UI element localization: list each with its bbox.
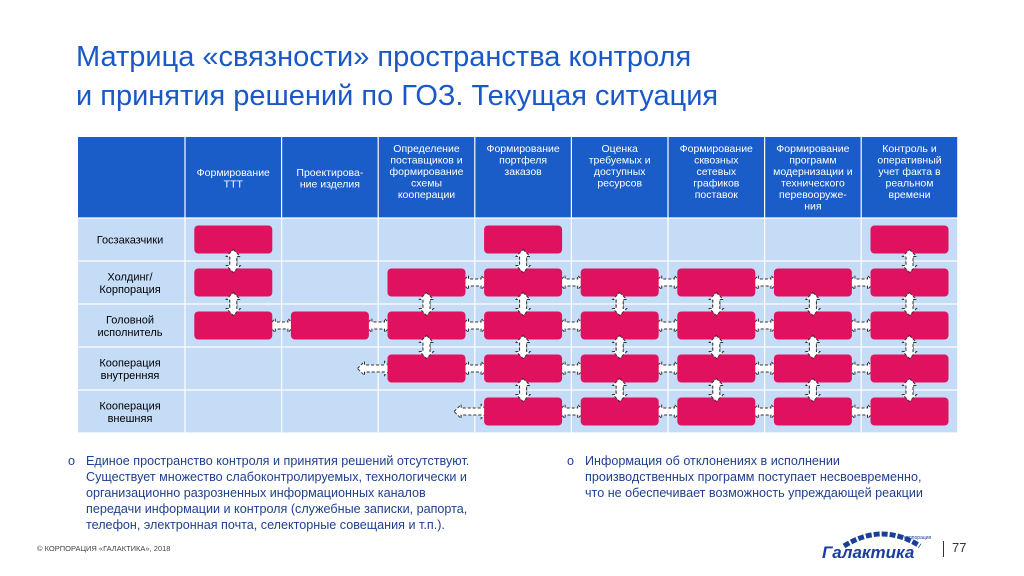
row-label [97, 235, 164, 247]
column-header-line: поставщиков и [390, 154, 463, 167]
bullet-marker-left: o [68, 454, 76, 468]
copyright: © КОРПОРАЦИЯ «ГАЛАКТИКА», 2018 [37, 544, 171, 553]
bullet-right [567, 453, 987, 501]
row-label-line: исполнитель [97, 326, 163, 339]
column-header [390, 143, 464, 201]
galaktika-logo [822, 528, 942, 564]
bullet-right-line: производственных программ поступает несвоевременно, [585, 470, 922, 484]
bullet-right-line: что не обеспечивает возможность упреждающей реакции [585, 486, 923, 500]
bullet-left [68, 453, 538, 533]
slide-title-line1: Матрица «связности» пространства контроля [76, 41, 692, 73]
column-header-line: кооперации [397, 189, 456, 201]
row-label [99, 357, 160, 382]
column-header-line: требуемых и [588, 154, 651, 167]
column-header-line: технического [781, 177, 845, 190]
column-header-line: ние изделия [299, 178, 360, 191]
column-header-line: сквозных [694, 154, 739, 167]
column-header-line: оперативный [877, 154, 942, 167]
column-header-line: поставок [694, 189, 738, 201]
column-header-line: доступных [593, 166, 646, 178]
column-header-line: графиков [693, 177, 740, 190]
row-label-line: внутренняя [100, 369, 160, 382]
column-header-line: Оценка [601, 143, 638, 155]
column-header-line: модернизации и [773, 166, 853, 178]
row-label-line: Холдинг/ [107, 271, 153, 284]
column-header-line: Проектирова- [296, 166, 364, 179]
bullet-right-line: Информация об отклонениях в исполнении [585, 454, 840, 468]
row-label-line: Кооперация [99, 400, 161, 413]
bullet-left-line: организационно разрозненных информационных каналов [86, 486, 426, 500]
logo-text: Галактика [822, 543, 915, 562]
row-label-line: Госзаказчики [96, 234, 164, 247]
column-header-line: перевооруже- [779, 189, 847, 201]
column-header-line: ния [804, 200, 822, 213]
page-separator [943, 541, 944, 557]
column-header-line: времени [888, 189, 931, 201]
column-header-line: Контроль и [882, 143, 937, 155]
bullet-left-line: телефон, электронная почта, селекторные совещания и т.п.). [86, 518, 445, 532]
row-label [99, 271, 160, 296]
column-header-line: Формирование [679, 143, 753, 155]
slide-title-line2: и принятия решений по ГОЗ. Текущая ситуация [76, 80, 719, 112]
row-label [99, 400, 160, 425]
row-label-line: Кооперация [99, 357, 161, 370]
column-header-line: программ [789, 154, 837, 167]
bullet-left-line: Существует множество слабоконтролируемых, технологически и [86, 470, 467, 484]
column-header-line: ресурсов [597, 177, 643, 190]
column-header [296, 167, 363, 191]
column-header-line: сетевых [696, 166, 737, 178]
bullet-left-line: передачи информации и контроля (служебные записки, рапорта, [86, 502, 468, 516]
row-label-line: Корпорация [99, 283, 161, 296]
column-header-line: формирование [389, 166, 464, 178]
row-label-line: Головной [106, 314, 154, 327]
column-header-line: схемы [411, 177, 442, 190]
column-header-line: Формирование [196, 166, 270, 179]
process-block [291, 312, 369, 340]
column-header-line: Формирование [486, 143, 560, 155]
logo-caption: корпорация [904, 535, 932, 541]
row-label-line: внешняя [107, 412, 153, 425]
bullet-left-line: Единое пространство контроля и принятия решений отсутствуют. [86, 454, 470, 468]
row-label [98, 314, 163, 339]
column-header-line: портфеля [499, 154, 548, 167]
bullet-marker-right: o [567, 454, 575, 468]
column-header-line: реальном [885, 177, 934, 190]
page-number: 77 [952, 540, 967, 555]
column-header-line: ТТТ [223, 178, 243, 191]
column-header-line: Формирование [776, 143, 850, 155]
column-header-line: учет факта в [878, 166, 941, 178]
column-header-line: Определение [393, 143, 460, 155]
column-header-line: заказов [504, 166, 542, 178]
